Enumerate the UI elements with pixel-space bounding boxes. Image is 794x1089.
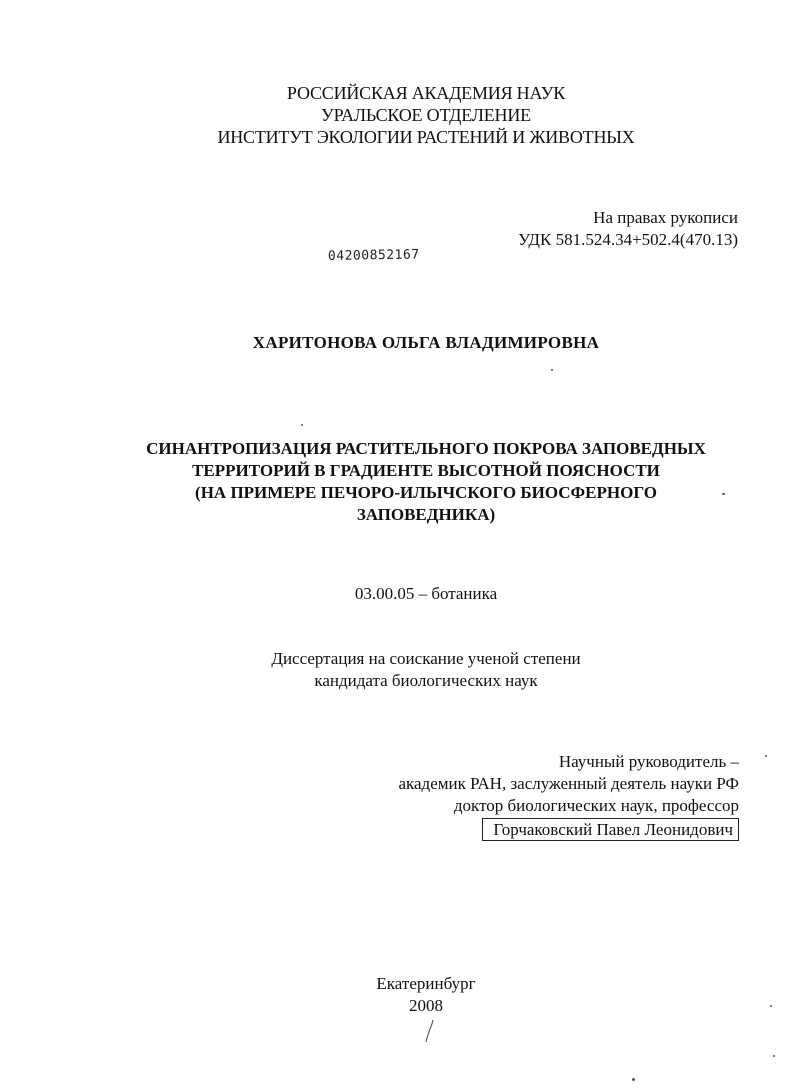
manuscript-rights: На правах рукописи: [593, 208, 738, 227]
place-and-year: [0, 973, 794, 1017]
academy-name: РОССИЙСКАЯ АКАДЕМИЯ НАУК: [286, 83, 566, 103]
udc-code: УДК 581.524.34+502.4(470.13): [518, 230, 738, 249]
branch-name: УРАЛЬСКОЕ ОТДЕЛЕНИЕ: [321, 105, 531, 125]
catalog-stamp-number: 04200852167: [327, 247, 420, 264]
title-line: СИНАНТРОПИЗАЦИЯ РАСТИТЕЛЬНОГО ПОКРОВА ЗАПОВЕДНЫХ: [146, 439, 706, 458]
supervisor-title: академик РАН, заслуженный деятель науки РФ: [398, 774, 739, 793]
institution-header: [0, 82, 794, 148]
title-line: (НА ПРИМЕРЕ ПЕЧОРО-ИЛЫЧСКОГО БИОСФЕРНОГО: [195, 483, 657, 502]
city: Екатеринбург: [376, 974, 476, 993]
scan-speck: [773, 1055, 775, 1057]
scan-speck: [632, 1078, 635, 1081]
degree-line: кандидата биологических наук: [314, 671, 538, 690]
title-line: ТЕРРИТОРИЙ В ГРАДИЕНТЕ ВЫСОТНОЙ ПОЯСНОСТИ: [192, 461, 660, 480]
author-name: ХАРИТОНОВА ОЛЬГА ВЛАДИМИРОВНА: [252, 333, 600, 352]
scan-speck: [551, 369, 553, 371]
supervisor-block: [398, 751, 739, 841]
manuscript-rights-block: [518, 207, 738, 251]
institute-name: ИНСТИТУТ ЭКОЛОГИИ РАСТЕНИЙ И ЖИВОТНЫХ: [217, 127, 635, 147]
scan-speck: [770, 1005, 772, 1007]
scan-speck: [301, 424, 303, 426]
pen-mark: [422, 1018, 438, 1044]
supervisor-name: Горчаковский Павел Леонидович: [482, 818, 739, 841]
title-line: ЗАПОВЕДНИКА): [356, 505, 496, 524]
dissertation-title: [0, 438, 794, 526]
scan-speck: [722, 493, 725, 495]
supervisor-title: доктор биологических наук, профессор: [453, 796, 739, 815]
specialty-code: 03.00.05 – ботаника: [354, 584, 498, 603]
supervisor-label: Научный руководитель –: [558, 752, 739, 771]
pen-stroke: [426, 1020, 433, 1042]
scan-speck: [765, 755, 767, 757]
degree-statement: [0, 648, 794, 692]
degree-line: Диссертация на соискание ученой степени: [271, 649, 581, 668]
year: 2008: [409, 996, 443, 1015]
